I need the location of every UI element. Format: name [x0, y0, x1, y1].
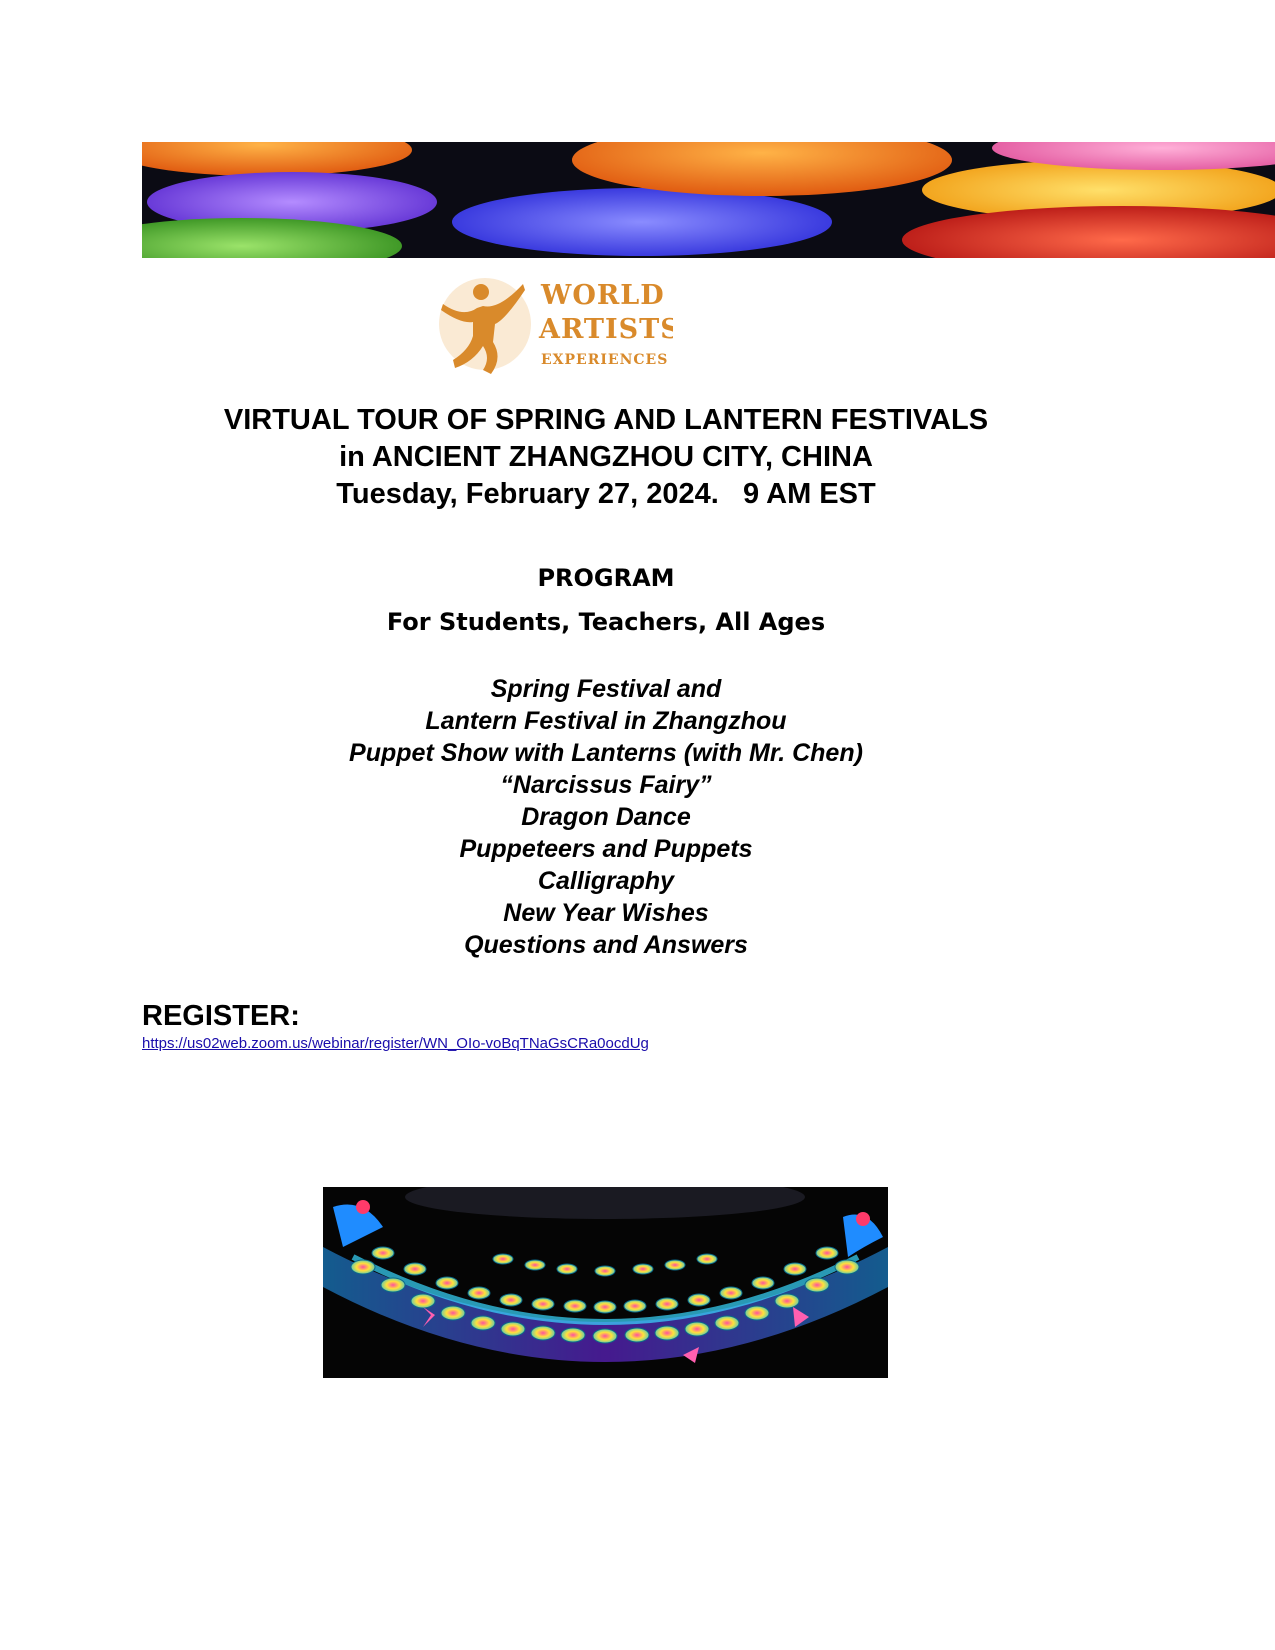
program-item: Dragon Dance: [521, 803, 691, 831]
logo-line-3: EXPERIENCES: [541, 352, 669, 368]
program-items: [0, 673, 1212, 961]
event-title: [0, 402, 1212, 513]
world-artists-logo: [433, 266, 673, 382]
peacock-lantern-photo: [323, 1187, 888, 1378]
program-item: “Narcissus Fairy”: [500, 771, 712, 799]
program-audience: For Students, Teachers, All Ages: [386, 608, 826, 636]
dancer-logo-icon: [433, 266, 673, 382]
program-item: New Year Wishes: [503, 899, 709, 927]
program-section: [0, 556, 1212, 644]
program-item: Lantern Festival in Zhangzhou: [425, 707, 787, 735]
program-item: Puppeteers and Puppets: [459, 835, 753, 863]
peacock-lantern-graphic: [323, 1187, 888, 1378]
lantern-banner-graphic: [142, 142, 1275, 258]
title-line-1: VIRTUAL TOUR OF SPRING AND LANTERN FESTIVALS: [223, 404, 989, 436]
logo-line-1: WORLD: [541, 280, 665, 311]
program-item: Spring Festival and: [490, 675, 722, 703]
program-heading: PROGRAM: [537, 564, 675, 592]
program-item: Questions and Answers: [464, 931, 748, 959]
register-link[interactable]: https://us02web.zoom.us/webinar/register/WN_OIo-voBqTNaGsCRa0ocdUg: [142, 1035, 649, 1052]
register-heading: REGISTER:: [142, 1000, 300, 1032]
event-date-time: Tuesday, February 27, 2024. 9 AM EST: [336, 478, 876, 510]
program-item: Calligraphy: [537, 867, 675, 895]
title-line-2: in ANCIENT ZHANGZHOU CITY, CHINA: [339, 441, 873, 473]
logo-line-2: ARTISTS: [539, 314, 673, 345]
program-item: Puppet Show with Lanterns (with Mr. Chen): [349, 739, 863, 767]
lantern-banner-image: [142, 142, 1275, 258]
